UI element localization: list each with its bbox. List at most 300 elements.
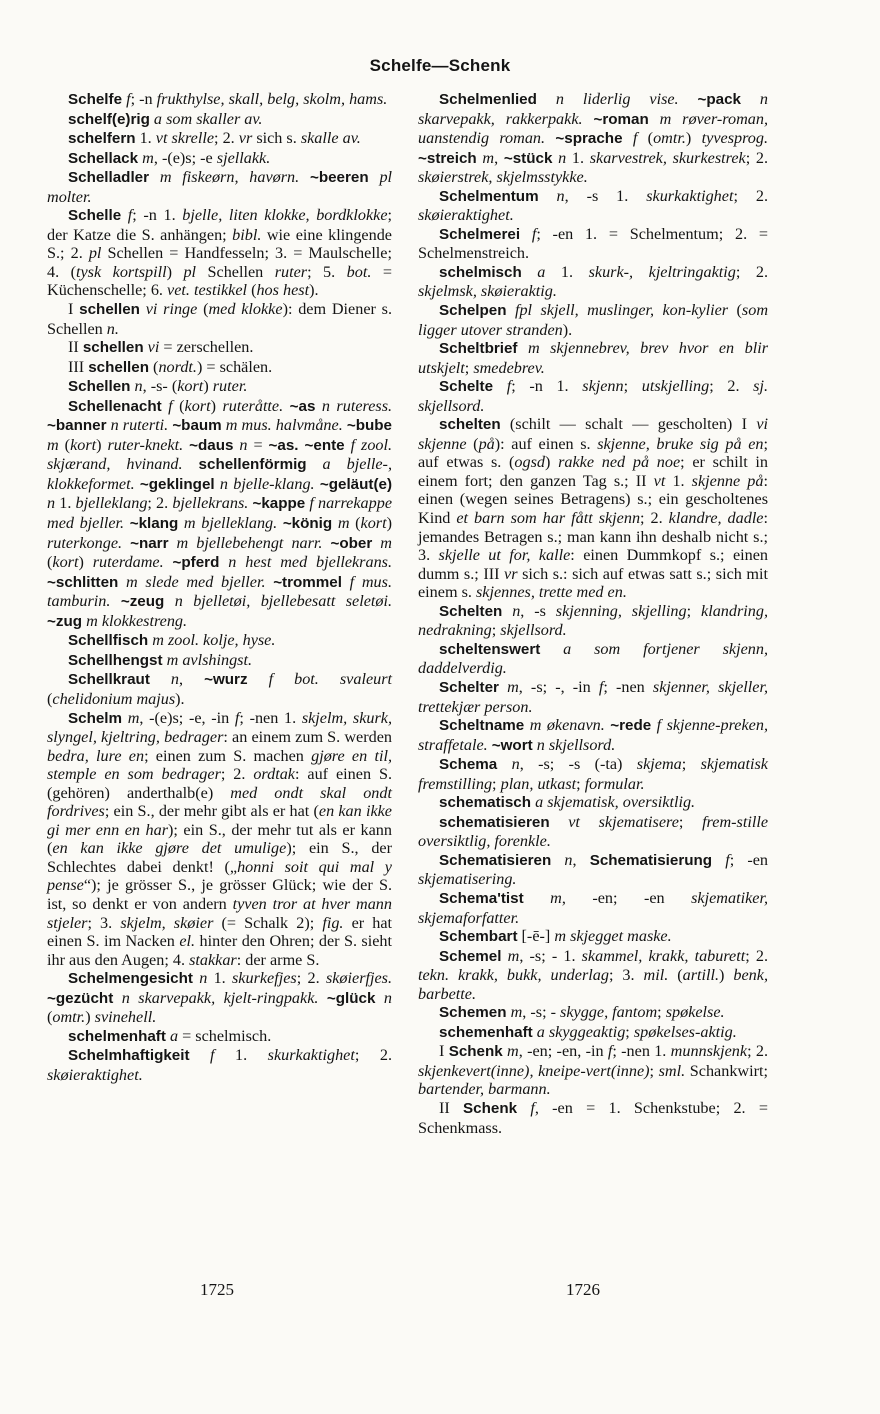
dictionary-entry bbox=[418, 947, 768, 1004]
entry-text: ) bbox=[78, 553, 93, 572]
italic-gloss: kort bbox=[184, 396, 211, 415]
entry-text: , -s; - 1. bbox=[519, 946, 582, 965]
entry-text bbox=[190, 1046, 211, 1064]
entry-text bbox=[623, 129, 633, 147]
entry-text: (= Schalk 2); bbox=[213, 913, 323, 932]
entry-text: ; bbox=[625, 1022, 634, 1041]
italic-gloss: hos hest bbox=[256, 281, 310, 300]
entry-text bbox=[149, 168, 160, 186]
entry-text bbox=[369, 168, 380, 186]
italic-gloss: skjenner, skjeller, trettekjær person. bbox=[418, 677, 768, 716]
headword: ~gezücht bbox=[47, 989, 114, 1007]
italic-gloss: f bbox=[168, 396, 173, 415]
dictionary-entry bbox=[418, 851, 768, 889]
headword: ~klang bbox=[129, 515, 179, 533]
entry-text: ( bbox=[58, 435, 71, 454]
dictionary-entry bbox=[418, 339, 768, 377]
entry-text: ( bbox=[172, 396, 185, 415]
headword: ~ente bbox=[304, 436, 345, 454]
headword: Schellkraut bbox=[68, 671, 150, 689]
dictionary-entry bbox=[418, 90, 768, 187]
italic-gloss: f mus. tamburin. bbox=[47, 572, 392, 611]
page-number-left: 1725 bbox=[200, 1280, 234, 1299]
italic-gloss: m bbox=[142, 148, 154, 167]
entry-text: : auf einen S. (gehören) anderthalb(e) bbox=[47, 765, 392, 802]
headword: Schembart bbox=[439, 928, 518, 946]
italic-gloss: nordt. bbox=[158, 357, 197, 376]
headword: Schemel bbox=[439, 947, 502, 965]
italic-gloss: n. bbox=[106, 319, 119, 338]
italic-gloss: tysk kortspill bbox=[76, 262, 167, 281]
entry-text bbox=[493, 377, 507, 395]
headword: ~zeug bbox=[120, 593, 165, 611]
italic-gloss: tekn. krakk, bukk, underlag bbox=[418, 966, 609, 985]
entry-text: I bbox=[68, 300, 80, 319]
headword: schellen bbox=[82, 339, 144, 357]
headword: ~glück bbox=[326, 989, 376, 1007]
entry-text: ( bbox=[47, 553, 53, 572]
italic-gloss: n ruterti. bbox=[110, 416, 169, 435]
headword: Schelmhaftigkeit bbox=[68, 1047, 190, 1065]
italic-gloss: vr bbox=[238, 129, 253, 148]
italic-gloss: skøierstrek, skjelmsstykke. bbox=[418, 168, 588, 187]
italic-gloss: a bbox=[537, 262, 546, 281]
entry-text: ; bbox=[623, 377, 642, 396]
dictionary-entry bbox=[47, 631, 392, 651]
entry-text bbox=[712, 851, 725, 869]
italic-gloss: f bbox=[506, 377, 512, 396]
italic-gloss: n bbox=[383, 988, 393, 1007]
headword: Schelm bbox=[68, 709, 123, 727]
italic-gloss: ruterdame. bbox=[92, 553, 164, 572]
headword: schemenhaft bbox=[439, 1023, 533, 1041]
headword: ~ober bbox=[330, 534, 373, 552]
dictionary-entry bbox=[47, 90, 392, 110]
italic-gloss: stakkar bbox=[189, 950, 237, 969]
italic-gloss: skjenne, bruke sig på en bbox=[597, 434, 764, 453]
italic-gloss: skjenne på bbox=[691, 471, 764, 490]
italic-gloss: plan, utkast bbox=[500, 774, 577, 793]
italic-gloss: a skyggeaktig bbox=[536, 1022, 626, 1041]
italic-gloss: klandre, dadle bbox=[668, 509, 764, 528]
italic-gloss: f bbox=[598, 677, 604, 696]
italic-gloss: ruter-knekt. bbox=[107, 435, 184, 454]
italic-gloss: et barn som har fått skjenn bbox=[456, 509, 641, 528]
entry-text: , -s 1. bbox=[564, 186, 647, 205]
italic-gloss: m slede med bjeller. bbox=[126, 572, 266, 591]
italic-gloss: f bot. svaleurt bbox=[268, 670, 393, 689]
entry-text: ) bbox=[210, 396, 223, 415]
entry-text: ; -n 1. bbox=[132, 206, 183, 225]
headword: ~banner bbox=[47, 417, 107, 435]
headword: schelmenhaft bbox=[68, 1027, 166, 1045]
italic-gloss: ruter bbox=[274, 262, 308, 281]
entry-text: ; ein S., der mehr gibt als er hat ( bbox=[104, 802, 319, 821]
italic-gloss: ruterkonge. bbox=[47, 533, 123, 552]
italic-gloss: sjellakk. bbox=[216, 148, 271, 167]
entry-text bbox=[679, 90, 698, 108]
headword: ~rede bbox=[610, 717, 652, 735]
dictionary-entry bbox=[418, 602, 768, 640]
headword: ~as bbox=[289, 397, 316, 415]
entry-text bbox=[550, 813, 569, 831]
dictionary-entry bbox=[418, 1003, 768, 1023]
italic-gloss: m fiskeørn, havørn. bbox=[159, 168, 300, 187]
entry-text: : der arme S. bbox=[236, 950, 320, 969]
entry-text: ( bbox=[47, 689, 53, 708]
entry-text: Schellen bbox=[196, 262, 275, 281]
italic-gloss: m mus. halvmåne. bbox=[225, 416, 343, 435]
headword: Schemen bbox=[439, 1004, 507, 1022]
italic-gloss: vt skjematisere bbox=[568, 812, 679, 831]
headword: Schenk bbox=[448, 1043, 503, 1061]
entry-text bbox=[248, 670, 269, 688]
entry-text: II bbox=[439, 1098, 464, 1117]
entry-text: , -s- ( bbox=[142, 377, 178, 396]
entry-text bbox=[299, 168, 310, 186]
entry-text: ; 3. bbox=[608, 966, 644, 985]
headword: Schelpen bbox=[439, 302, 507, 320]
italic-gloss: som ligger utover stranden bbox=[418, 301, 769, 339]
headword: Schellack bbox=[68, 149, 139, 167]
entry-text: wie eine klingende S.; 2. bbox=[47, 225, 392, 263]
italic-gloss: ruter. bbox=[212, 377, 248, 396]
italic-gloss: skjenning, skjelling bbox=[555, 601, 687, 620]
entry-text: ; bbox=[649, 1061, 659, 1080]
entry-text: “); je grösser S., je grösser Glück; wie der S. ist, so denkt er von andern bbox=[47, 876, 392, 913]
dictionary-entry bbox=[418, 415, 768, 601]
italic-gloss: sml. bbox=[658, 1061, 686, 1080]
italic-gloss: m bbox=[507, 1042, 519, 1061]
entry-text: , -en; -en bbox=[561, 888, 692, 907]
italic-gloss: vi bbox=[147, 338, 160, 357]
headword: Schelladler bbox=[68, 169, 150, 187]
headword: Scheltname bbox=[439, 717, 525, 735]
italic-gloss: skurkaktighet bbox=[646, 186, 734, 205]
headword: Schelte bbox=[439, 378, 494, 396]
entry-text: ; bbox=[464, 358, 474, 377]
italic-gloss: skjelmsk, skøieraktig. bbox=[418, 282, 557, 301]
left-column bbox=[47, 90, 392, 1084]
headword: ~wort bbox=[491, 736, 533, 754]
entry-text: 1. bbox=[214, 1046, 268, 1065]
entry-text: [-ē-] bbox=[517, 927, 555, 946]
entry-text: II bbox=[68, 338, 83, 357]
headword: ~roman bbox=[593, 110, 649, 128]
entry-text bbox=[497, 755, 511, 773]
entry-text: ) bbox=[386, 514, 392, 533]
entry-text bbox=[537, 90, 556, 108]
entry-text bbox=[545, 129, 555, 147]
entry-text: ; 2. bbox=[745, 946, 769, 965]
italic-gloss: m klokkestreng. bbox=[86, 611, 188, 630]
entry-text: ; auf etwas s. ( bbox=[418, 434, 768, 472]
entry-text: ( bbox=[637, 129, 654, 148]
italic-gloss: en kan ikke gi mer enn en har bbox=[47, 802, 392, 839]
italic-gloss: vr bbox=[504, 564, 518, 583]
entry-text: ) bbox=[685, 129, 702, 148]
headword: ~streich bbox=[418, 149, 477, 167]
italic-gloss: m skjennebrev, brev hvor en blir utskjelt bbox=[418, 339, 768, 377]
italic-gloss: n skjellsord. bbox=[536, 735, 616, 754]
italic-gloss: vi skjenne bbox=[418, 415, 768, 453]
italic-gloss: m bbox=[510, 1003, 523, 1022]
italic-gloss: skøieraktighet. bbox=[418, 206, 514, 225]
headword: Schematisieren bbox=[439, 851, 552, 869]
headword: Schenk bbox=[463, 1099, 518, 1117]
headword: scheltenswert bbox=[439, 640, 541, 658]
headword: Schelfe bbox=[68, 91, 123, 108]
italic-gloss: skjelm, skøier bbox=[120, 913, 214, 932]
entry-text: ) bbox=[719, 966, 734, 985]
entry-text: ; 2. bbox=[220, 765, 254, 784]
italic-gloss: f zool. skjærand, hvinand. bbox=[47, 435, 393, 474]
right-column bbox=[418, 90, 768, 1137]
headword: ~bube bbox=[346, 417, 393, 435]
entry-text bbox=[183, 455, 199, 473]
italic-gloss: vet. testikkel bbox=[167, 281, 248, 300]
italic-gloss: n hest med bjellekrans. bbox=[228, 553, 393, 572]
entry-text: ; bbox=[657, 1003, 666, 1022]
headword: ~geklingel bbox=[139, 475, 215, 493]
entry-text: ; bbox=[681, 755, 701, 774]
entry-text: hinter den Ohren; der S. sieht ihr aus den Augen; 4. bbox=[47, 932, 393, 969]
entry-text bbox=[518, 339, 528, 357]
italic-gloss: kort bbox=[360, 514, 387, 533]
headword: Schelten bbox=[439, 602, 503, 620]
italic-gloss: kort bbox=[70, 435, 97, 454]
italic-gloss: formular. bbox=[584, 774, 645, 793]
entry-text: , -en = 1. Schenkstube; 2. = Schenkmass. bbox=[418, 1098, 769, 1137]
headword: schellen bbox=[88, 358, 149, 376]
entry-text: ; bbox=[492, 774, 501, 793]
italic-gloss: bot. bbox=[346, 262, 372, 281]
italic-gloss: n bbox=[564, 850, 573, 869]
italic-gloss: skarvestrek, skurkestrek bbox=[589, 148, 746, 167]
entry-text bbox=[322, 534, 330, 552]
headword: schelten bbox=[439, 416, 501, 434]
entry-text: ); ein S., der mehr tut als er kann ( bbox=[47, 820, 392, 858]
italic-gloss: ogsd bbox=[514, 453, 545, 472]
italic-gloss: el. bbox=[179, 932, 196, 951]
entry-text: = zerschellen. bbox=[159, 338, 254, 357]
entry-text: ( bbox=[668, 966, 683, 985]
entry-text: ) bbox=[203, 377, 213, 396]
headword: Schelmentum bbox=[439, 187, 539, 205]
entry-text: ; 2. bbox=[214, 129, 239, 148]
dictionary-entry bbox=[47, 149, 392, 169]
entry-text: III bbox=[68, 357, 89, 376]
entry-text bbox=[517, 1099, 530, 1117]
italic-gloss: klandring, nedrakning bbox=[418, 601, 769, 640]
headword: ~baum bbox=[172, 417, 222, 435]
italic-gloss: skjenn bbox=[582, 377, 624, 396]
italic-gloss: n skarvepakk, kjelt-ringpakk. bbox=[121, 988, 319, 1007]
entry-text: ; 5. bbox=[307, 262, 347, 281]
headword: ~pferd bbox=[172, 554, 220, 572]
italic-gloss: m økenavn. bbox=[529, 716, 605, 735]
entry-text: er hat einen S. im Nacken bbox=[47, 913, 393, 951]
italic-gloss: skjennes, trette med en. bbox=[476, 583, 627, 602]
dictionary-entry bbox=[47, 168, 392, 206]
headword: ~daus bbox=[189, 436, 234, 454]
entry-text: = bbox=[247, 435, 269, 454]
entry-text bbox=[522, 263, 538, 281]
headword: schelf(e)rig bbox=[68, 110, 150, 128]
italic-gloss: chelidonium majus bbox=[52, 689, 176, 708]
italic-gloss: ordtak bbox=[253, 765, 295, 784]
italic-gloss: m zool. kolje, hyse. bbox=[152, 631, 276, 650]
dictionary-entry bbox=[418, 813, 768, 851]
entry-text: ( bbox=[349, 514, 361, 533]
italic-gloss: spøkelse. bbox=[665, 1003, 725, 1022]
italic-gloss: bjelleklang bbox=[75, 494, 148, 513]
italic-gloss: utskjelling bbox=[641, 377, 710, 396]
entry-text bbox=[164, 553, 173, 571]
dictionary-entry bbox=[47, 110, 392, 130]
italic-gloss: benk, barbette. bbox=[418, 966, 769, 1003]
italic-gloss: artill. bbox=[682, 966, 720, 985]
dictionary-entry bbox=[47, 377, 392, 397]
entry-text bbox=[649, 110, 660, 128]
headword: Schelmengesicht bbox=[68, 970, 193, 988]
headword: Schellen bbox=[68, 378, 131, 396]
entry-text bbox=[741, 90, 760, 108]
headword: Schema'tist bbox=[439, 889, 524, 907]
italic-gloss: vt bbox=[653, 471, 666, 490]
italic-gloss: med ondt skal ondt fordrives bbox=[47, 783, 392, 821]
italic-gloss: skjelm, skurk, slyngel, kjeltring, bedrager bbox=[47, 708, 393, 747]
italic-gloss: fpl skjell, muslinger, kon-kylier bbox=[514, 301, 729, 320]
italic-gloss: vi ringe bbox=[145, 300, 198, 319]
italic-gloss: m bjelleklang. bbox=[183, 514, 278, 533]
dictionary-entry bbox=[418, 377, 768, 415]
italic-gloss: på bbox=[478, 434, 495, 453]
entry-text bbox=[113, 989, 121, 1007]
dictionary-entry bbox=[418, 1099, 768, 1137]
headword: Schelter bbox=[439, 678, 499, 696]
entry-text: , -en; -en, -in bbox=[518, 1042, 608, 1061]
entry-text: ) bbox=[166, 262, 184, 281]
italic-gloss: skøieraktighet. bbox=[47, 1065, 143, 1084]
entry-text: ; 2. bbox=[354, 1046, 393, 1065]
entry-text: ; -n bbox=[130, 90, 157, 108]
entry-text: ) bbox=[545, 453, 559, 472]
entry-text: ; -n 1. bbox=[511, 377, 583, 396]
entry-text: , -(e)s; -e, -in bbox=[139, 708, 235, 727]
headword: Schellenacht bbox=[68, 397, 162, 415]
headword: Scheltbrief bbox=[439, 340, 518, 358]
entry-text bbox=[118, 573, 126, 591]
headword: Schelmenlied bbox=[439, 91, 537, 108]
dictionary-entry bbox=[418, 263, 768, 301]
italic-gloss: m bbox=[550, 888, 562, 907]
italic-gloss: pl molter. bbox=[47, 168, 393, 206]
italic-gloss: mil. bbox=[643, 966, 669, 985]
italic-gloss: sj. skjellsord. bbox=[418, 377, 769, 415]
entry-text bbox=[164, 592, 174, 610]
entry-text bbox=[122, 534, 130, 552]
page-number-right: 1726 bbox=[566, 1280, 600, 1299]
italic-gloss: frem-stille oversiktlig, forenkle. bbox=[418, 812, 768, 851]
italic-gloss: spøkelses-aktig. bbox=[633, 1022, 737, 1041]
entry-text bbox=[551, 851, 564, 869]
italic-gloss: a som fortjener skjenn, daddelverdig. bbox=[418, 639, 768, 678]
italic-gloss: omtr. bbox=[52, 1008, 86, 1027]
entry-text bbox=[318, 989, 326, 1007]
entry-text bbox=[502, 602, 512, 620]
dictionary-entry bbox=[418, 1042, 768, 1099]
italic-gloss: m bbox=[47, 435, 59, 454]
italic-gloss: skjenkevert(inne), kneipe-vert(inne) bbox=[418, 1061, 650, 1080]
dictionary-entry bbox=[418, 889, 768, 927]
italic-gloss: bjelle, liten klokke, bordklokke bbox=[182, 206, 388, 225]
headword: ~könig bbox=[282, 515, 333, 533]
italic-gloss: pl bbox=[183, 262, 197, 281]
dictionary-entry bbox=[418, 678, 768, 716]
entry-text: ; der Katze die S. anhängen; bbox=[47, 206, 393, 244]
entry-text bbox=[150, 670, 171, 688]
entry-text: ; 2. bbox=[640, 509, 669, 528]
italic-gloss: a bbox=[169, 1026, 179, 1045]
italic-gloss: pl bbox=[88, 244, 102, 263]
entry-text: = schelmisch. bbox=[178, 1026, 272, 1045]
italic-gloss: f bbox=[530, 1098, 535, 1117]
dictionary-entry bbox=[47, 129, 392, 149]
italic-gloss: n liderlig vise. bbox=[555, 90, 679, 108]
headword: schellen bbox=[79, 301, 140, 319]
headword: schellenförmig bbox=[198, 456, 307, 474]
entry-text: ( bbox=[47, 1008, 53, 1027]
entry-text: ; -nen 1. bbox=[612, 1042, 671, 1061]
italic-gloss: m røver-roman, uanstendig roman. bbox=[418, 109, 769, 148]
entry-text bbox=[524, 889, 550, 907]
headword: schelmisch bbox=[439, 263, 522, 281]
entry-text: 1. bbox=[545, 262, 589, 281]
italic-gloss: n bbox=[199, 969, 208, 988]
entry-text: ; 2. bbox=[296, 969, 326, 988]
italic-gloss: skjematiker, skjemaforfatter. bbox=[418, 888, 768, 927]
headword: schelfern bbox=[68, 130, 136, 148]
entry-text bbox=[583, 110, 594, 128]
entry-text: ; 2. bbox=[147, 494, 173, 513]
italic-gloss: skurk-, kjeltringaktig bbox=[588, 262, 736, 281]
italic-gloss: n bbox=[556, 186, 565, 205]
entry-text: ). bbox=[562, 320, 573, 339]
dictionary-entry bbox=[418, 1023, 768, 1043]
italic-gloss: ruteråtte. bbox=[222, 396, 284, 415]
entry-text: , -s; - bbox=[522, 1003, 561, 1022]
entry-text: , bbox=[179, 670, 205, 689]
entry-text: ; 2. bbox=[747, 1042, 769, 1061]
headword: Schellfisch bbox=[68, 632, 149, 650]
italic-gloss: f narrekappe med bjeller. bbox=[47, 494, 393, 533]
entry-text: , -s; -s (-ta) bbox=[519, 755, 637, 774]
entry-text: sich s. bbox=[252, 129, 301, 148]
entry-text bbox=[219, 553, 228, 571]
dictionary-entry bbox=[418, 716, 768, 755]
entry-text: ; bbox=[686, 601, 702, 620]
entry-text: , -s; -, -in bbox=[518, 677, 599, 696]
entry-text bbox=[375, 989, 383, 1007]
italic-gloss: n bjelle-klang. bbox=[219, 474, 315, 493]
italic-gloss: m bbox=[507, 946, 520, 965]
italic-gloss: skurkefjes bbox=[232, 969, 297, 988]
entry-text: 1. bbox=[135, 129, 156, 148]
running-head: Schelfe—Schenk bbox=[369, 56, 511, 75]
headword: schematisieren bbox=[439, 813, 550, 831]
italic-gloss: m bbox=[337, 514, 350, 533]
